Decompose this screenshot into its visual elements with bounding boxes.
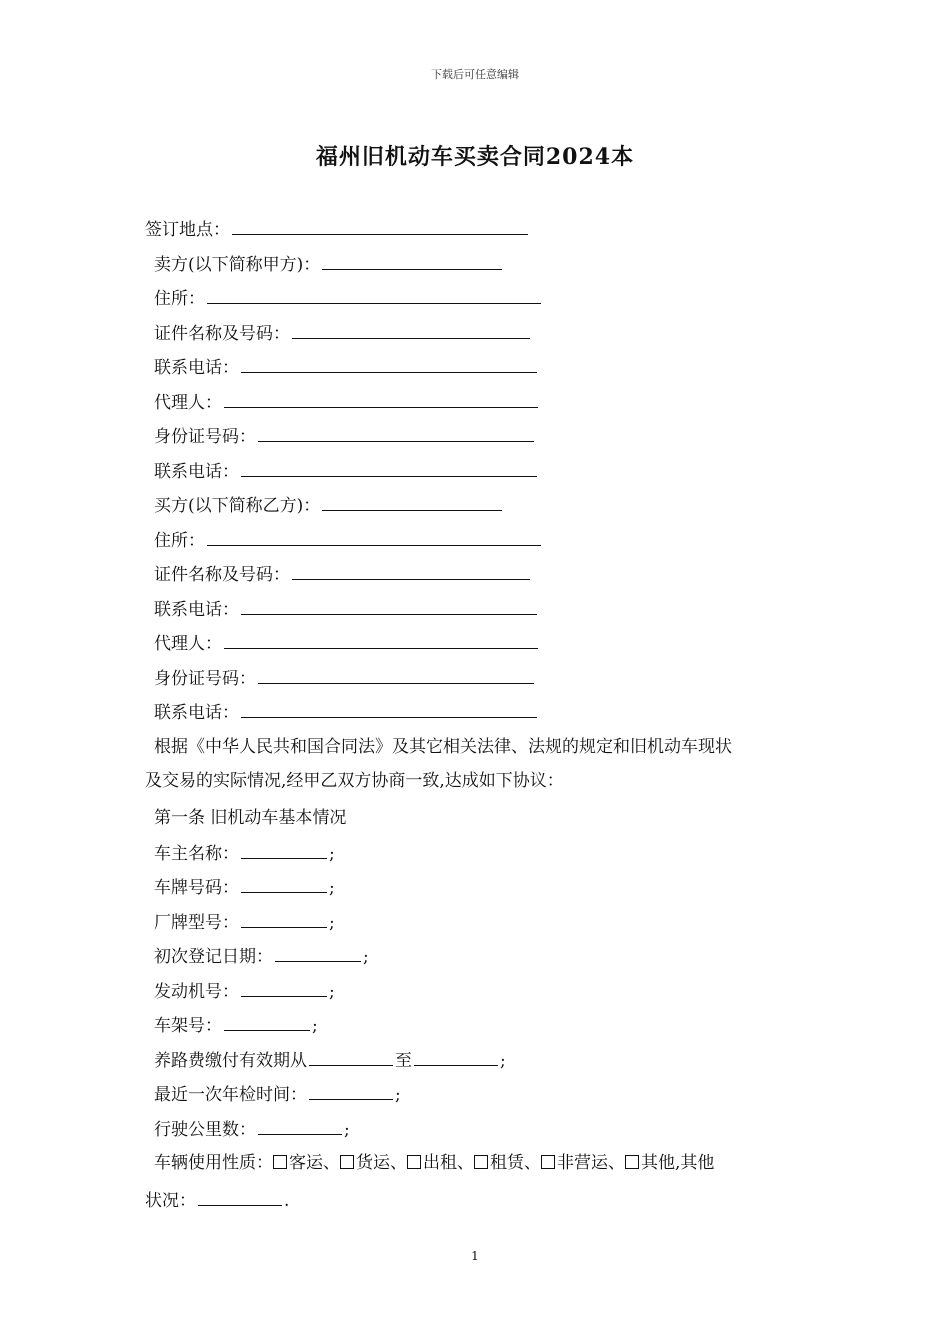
field-label: 签订地点： [145,220,230,240]
fill-blank[interactable] [258,666,534,684]
brand-model-line [154,910,335,935]
article-1-heading: 第一条 旧机动车基本情况 [154,808,347,828]
field-label: 车架号： [154,1016,222,1036]
field-label: 住所： [154,289,205,309]
seller-line [154,252,504,277]
fill-blank[interactable] [292,562,530,580]
field-suffix: ; [329,844,335,864]
seller-agent-phone-line [154,459,539,484]
field-label: 行驶公里数： [154,1120,256,1140]
field-label: 发动机号： [154,982,239,1002]
field-label: 厂牌型号： [154,913,239,933]
page-header: 下载后可任意编辑 [431,68,519,81]
field-suffix: ; [395,1085,401,1105]
seller-id-type-line [154,321,532,346]
owner-name-line [154,841,335,866]
fill-blank[interactable] [258,1117,342,1135]
seller-agent-line [154,390,540,415]
buyer-line [154,493,504,518]
fill-blank[interactable] [309,1048,393,1066]
fill-blank[interactable] [275,944,361,962]
usage-option: 非营运 [557,1153,608,1173]
separator: 、 [457,1153,474,1173]
buyer-agent-line [154,631,540,656]
usage-option: 其他,其他 [641,1153,715,1173]
condition-line [145,1188,289,1213]
checkbox-icon[interactable] [474,1155,488,1169]
field-suffix: ; [329,878,335,898]
usage-option: 客运 [289,1153,323,1173]
field-label: 联系电话： [154,703,239,723]
first-registration-line [154,944,369,969]
fill-blank[interactable] [198,1188,282,1206]
field-label: 卖方(以下简称甲方)： [154,255,321,275]
fill-blank[interactable] [241,979,327,997]
field-suffix: . [284,1191,290,1211]
intro-paragraph-line-2: 及交易的实际情况,经甲乙双方协商一致,达成如下协议： [145,771,564,791]
fill-blank[interactable] [322,252,502,270]
fill-blank[interactable] [258,424,534,442]
field-label: 身份证号码： [154,427,256,447]
field-label: 最近一次年检时间： [154,1085,307,1105]
field-label: 联系电话： [154,600,239,620]
usage-option: 出租 [423,1153,457,1173]
field-label: 初次登记日期： [154,947,273,967]
buyer-phone-line [154,597,539,622]
fill-blank[interactable] [292,321,530,339]
separator: 、 [323,1153,340,1173]
checkbox-icon[interactable] [541,1155,555,1169]
buyer-address-line [154,528,543,553]
field-label: 联系电话： [154,358,239,378]
fill-blank[interactable] [207,528,541,546]
separator: 、 [608,1153,625,1173]
usage-option: 货运 [356,1153,390,1173]
intro-paragraph-line-1: 根据《中华人民共和国合同法》及其它相关法律、法规的规定和旧机动车现状 [154,737,732,757]
usage-option: 租赁 [490,1153,524,1173]
usage-type-line [154,1151,714,1175]
mileage-line [154,1117,350,1142]
fill-blank[interactable] [309,1082,393,1100]
fill-blank[interactable] [414,1048,498,1066]
fill-blank[interactable] [322,493,502,511]
fill-blank[interactable] [241,910,327,928]
fill-blank[interactable] [241,355,537,373]
field-label: 车辆使用性质： [154,1153,273,1173]
field-label: 证件名称及号码： [154,565,290,585]
fill-blank[interactable] [224,1013,310,1031]
field-label: 状况： [145,1191,196,1211]
field-suffix: ; [329,913,335,933]
fill-blank[interactable] [241,700,537,718]
field-label: 住所： [154,531,205,551]
field-label: 车主名称： [154,844,239,864]
fill-blank[interactable] [241,875,327,893]
buyer-id-type-line [154,562,532,587]
frame-number-line [154,1013,318,1038]
buyer-agent-id-line [154,666,536,691]
fill-blank[interactable] [207,286,541,304]
page-number: 1 [471,1249,479,1263]
fill-blank[interactable] [241,597,537,615]
checkbox-icon[interactable] [273,1155,287,1169]
field-label: 代理人： [154,393,222,413]
field-label: 买方(以下简称乙方)： [154,496,321,516]
document-title: 福州旧机动车买卖合同2024本 [315,144,635,170]
seller-phone-line [154,355,539,380]
field-suffix: ; [344,1120,350,1140]
annual-inspection-line [154,1082,401,1107]
seller-agent-id-line [154,424,536,449]
plate-number-line [154,875,335,900]
field-label: 代理人： [154,634,222,654]
fill-blank[interactable] [224,631,538,649]
field-suffix: ; [329,982,335,1002]
seller-address-line [154,286,543,311]
checkbox-icon[interactable] [407,1155,421,1169]
checkbox-icon[interactable] [625,1155,639,1169]
field-suffix: ; [312,1016,318,1036]
fill-blank[interactable] [232,217,528,235]
field-suffix: ; [363,947,369,967]
field-label: 证件名称及号码： [154,324,290,344]
checkbox-icon[interactable] [340,1155,354,1169]
field-label: 联系电话： [154,462,239,482]
buyer-agent-phone-line [154,700,539,725]
fill-blank[interactable] [241,841,327,859]
field-connector: 至 [395,1051,412,1071]
signing-place-line [145,217,530,242]
road-fee-line [154,1048,506,1073]
field-label: 养路费缴付有效期从 [154,1051,307,1071]
engine-number-line [154,979,335,1004]
separator: 、 [524,1153,541,1173]
field-label: 车牌号码： [154,878,239,898]
fill-blank[interactable] [241,459,537,477]
separator: 、 [390,1153,407,1173]
fill-blank[interactable] [224,390,538,408]
field-suffix: ; [500,1051,506,1071]
field-label: 身份证号码： [154,669,256,689]
